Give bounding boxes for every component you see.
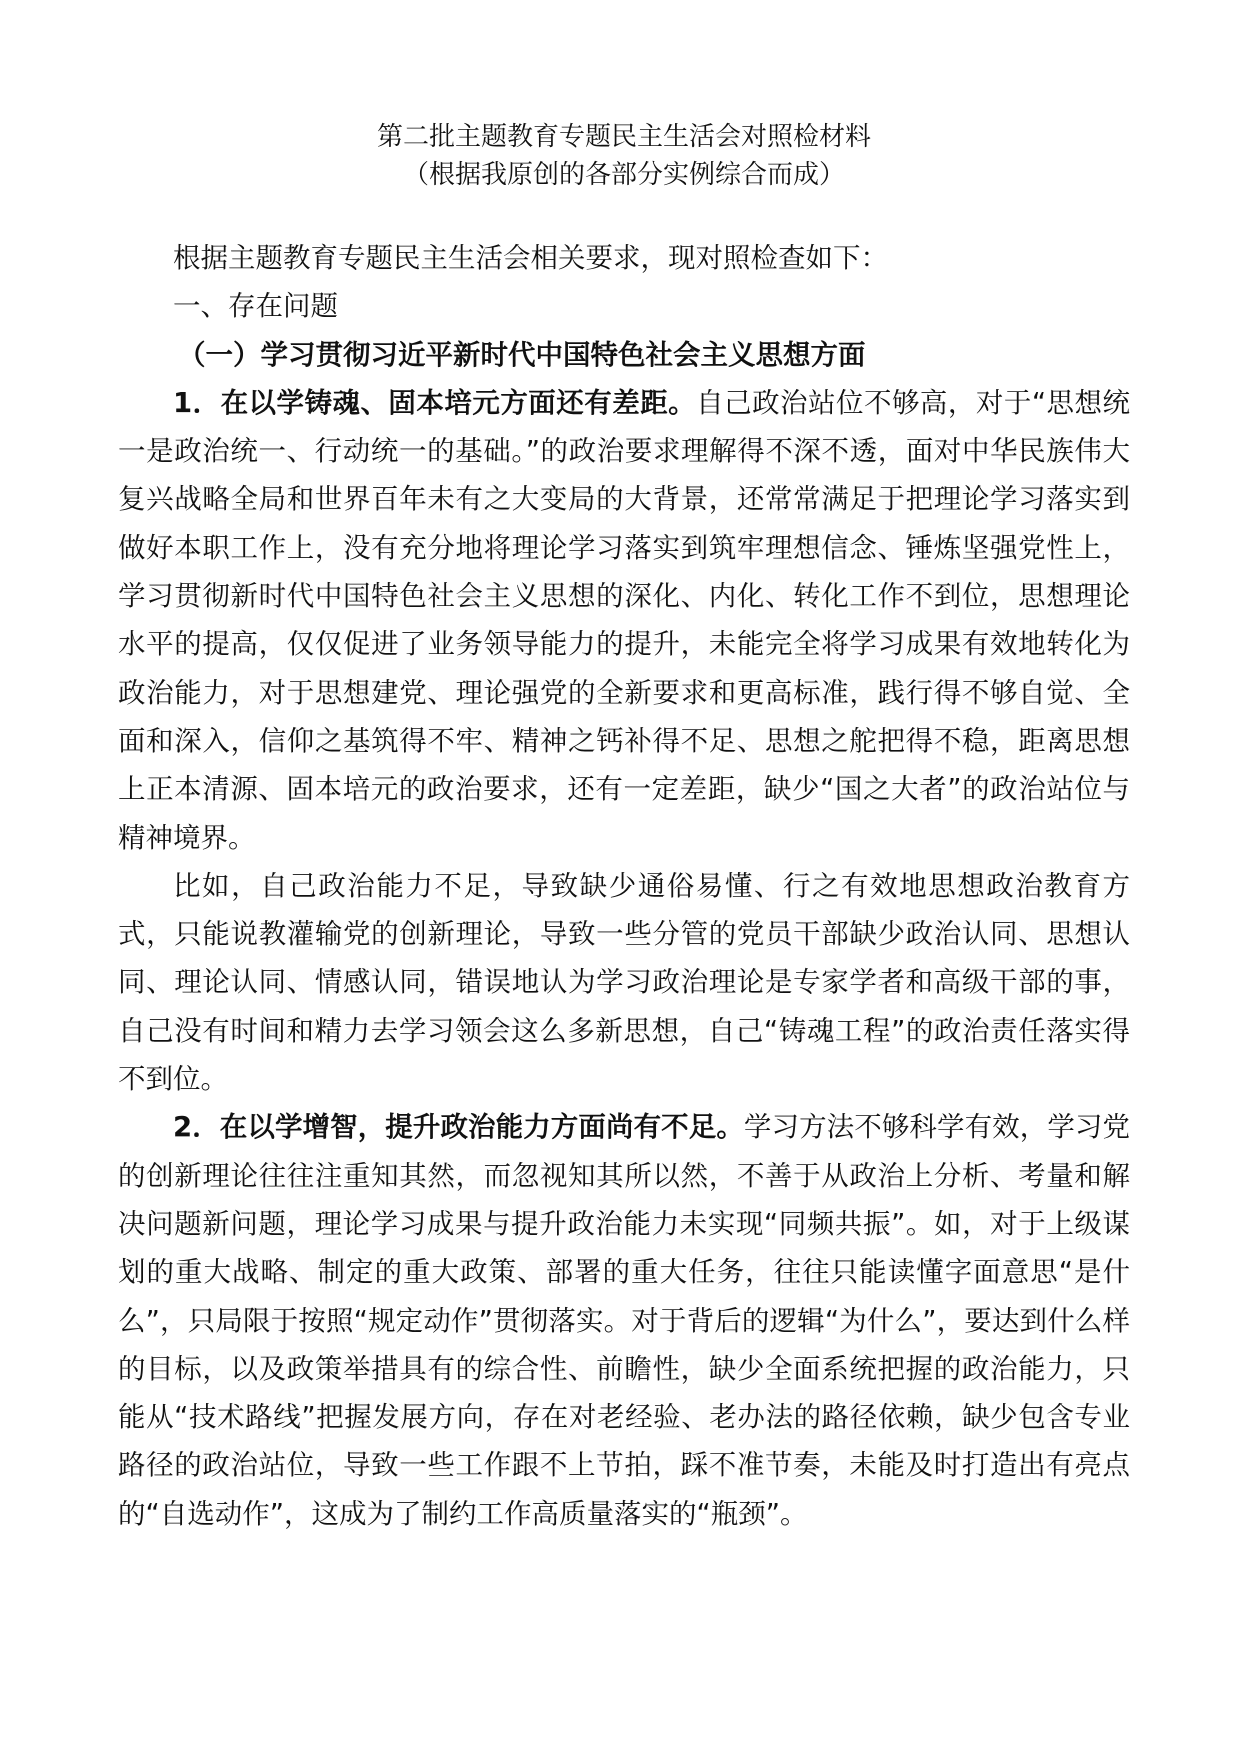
item-2-text: 学习方法不够科学有效，学习党的创新理论往往注重知其然，而忽视知其所以然，不善于从政治上分析、考量和解决问题新问题，理论学习成果与提升政治能力未实现“同频共振”。如，对于上级谋划的重大战略、制定的重大政策、部署的重大任务，往往只能读懂字面意思“是什么”，只局限于按照“规定动作”贯彻落实。对于背后的逻辑“为什么”，要达到什么样的目标，以及政策举措具有的综合性、前瞻性，缺少全面系统把握的政治能力，只能从“技术路线”把握发展方向，存在对老经验、老办法的路径依赖，缺少包含专业路径的政治站位，导致一些工作跟不上节拍，踩不准节奏，未能及时打造出有亮点的“自选动作”，这成为了制约工作高质量落实的“瓶颈”。 bbox=[118, 1111, 1130, 1530]
document-title: 第二批主题教育专题民主生活会对照检材料 bbox=[376, 122, 871, 152]
section-heading: 一、存在问题 bbox=[173, 290, 338, 323]
item-1-text: 自己政治站位不够高，对于“思想统一是政治统一、行动统一的基础。”的政治要求理解得不深不透，面对中华民族伟大复兴战略全局和世界百年未有之大变局的大背景，还常常满足于把理论学习落实到做好本职工作上，没有充分地将理论学习落实到筑牢理想信念、锤炼坚强党性上，学习贯彻新时代中国特色社会主义思想的深化、内化、转化工作不到位，思想理论水平的提高，仅仅促进了业务领导能力的提升，未能完全将学习成果有效地转化为政治能力，对于思想建党、理论强党的全新要求和更高标准，践行得不够自觉、全面和深入，信仰之基筑得不牢、精神之钙补得不足、思想之舵把得不稳，距离思想上正本清源、固本培元的政治要求，还有一定差距，缺少“国之大者”的政治站位与精神境界。 bbox=[118, 386, 1130, 854]
item-1-lead: 1．在以学铸魂、固本培元方面还有差距。 bbox=[173, 386, 697, 419]
item-2-lead: 2．在以学增智，提升政治能力方面尚有不足。 bbox=[173, 1111, 744, 1144]
item-2-paragraph bbox=[118, 1103, 1130, 1538]
document-page bbox=[118, 118, 1130, 1538]
document-subtitle: （根据我原创的各部分实例综合而成） bbox=[402, 160, 845, 190]
subsection-heading: （一）学习贯彻习近平新时代中国特色社会主义思想方面 bbox=[178, 338, 866, 371]
intro-paragraph: 根据主题教育专题民主生活会相关要求，现对照检查如下： bbox=[173, 242, 888, 274]
item-1-paragraph bbox=[118, 379, 1130, 862]
example-1-paragraph: 比如，自己政治能力不足，导致缺少通俗易懂、行之有效地思想政治教育方式，只能说教灌输党的创新理论，导致一些分管的党员干部缺少政治认同、思想认同、理论认同、情感认同，错误地认为学习政治理论是专家学者和高级干部的事，自己没有时间和精力去学习领会这么多新思想，自己“铸魂工程”的政治责任落实得不到位。 bbox=[118, 869, 1130, 1096]
